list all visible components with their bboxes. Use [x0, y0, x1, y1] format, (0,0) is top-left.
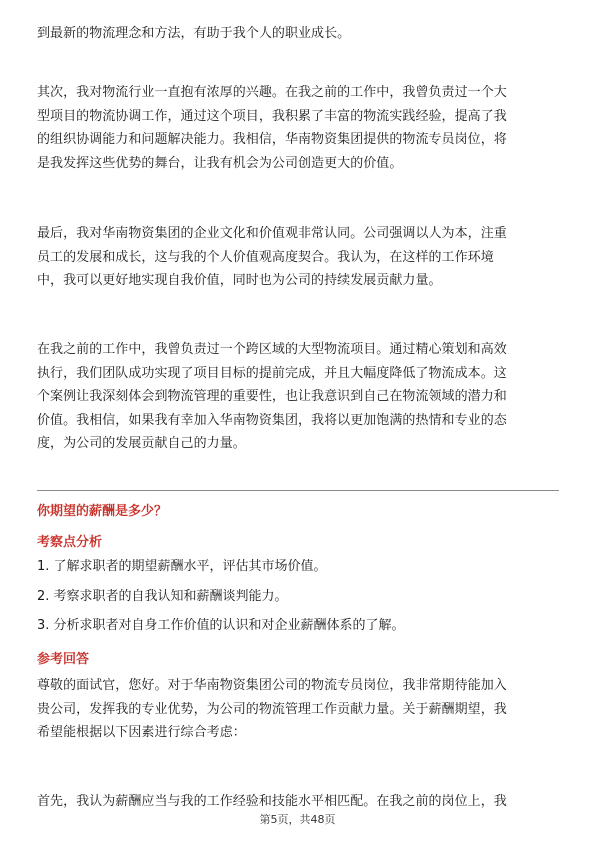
text-line: 尊敬的面试官，您好。对于华南物资集团公司的物流专员岗位，我非常期待能加入: [37, 678, 507, 693]
text-line: 价值。我相信，如果我有幸加入华南物资集团，我将以更加饱满的热情和专业的态: [37, 412, 507, 428]
paragraph-case: [37, 338, 559, 456]
answer-first-point: [37, 790, 559, 814]
text-line: 个案例让我深刻体会到物流管理的重要性，也让我意识到自己在物流领域的潜力和: [37, 389, 507, 404]
analysis-item: 1. 了解求职者的期望薪酬水平，评估其市场价值。: [37, 559, 327, 574]
text-line: 希望能根据以下因素进行综合考虑：: [37, 725, 246, 740]
paragraph-interest: [37, 81, 559, 175]
text-line: 到最新的物流理念和方法，有助于我个人的职业成长。: [37, 26, 351, 41]
answer-intro: [37, 674, 559, 745]
question-title: 你期望的薪酬是多少？: [37, 504, 168, 519]
analysis-item: 2. 考察求职者的自我认知和薪酬谈判能力。: [37, 589, 288, 604]
section-divider: [37, 490, 559, 491]
paragraph-intro-tail: [37, 22, 559, 46]
text-line: 中，我可以更好地实现自我价值，同时也为公司的持续发展贡献力量。: [37, 273, 442, 288]
answer-heading: 参考回答: [37, 652, 90, 667]
paragraph-culture: [37, 222, 559, 293]
text-line: 是我发挥这些优势的舞台，让我有机会为公司创造更大的价值。: [37, 155, 403, 171]
text-line: 的组织协调能力和问题解决能力。我相信，华南物资集团提供的物流专员岗位，将: [37, 132, 507, 147]
text-line: 在我之前的工作中，我曾负责过一个跨区域的大型物流项目。通过精心策划和高效: [37, 342, 507, 357]
text-line: 贵公司，发挥我的专业优势，为公司的物流管理工作贡献力量。关于薪酬期望，我: [37, 701, 507, 717]
text-line: 执行，我们团队成功实现了项目目标的提前完成，并且大幅度降低了物流成本。这: [37, 365, 507, 381]
text-line: 员工的发展和成长，这与我的个人价值观高度契合。我认为，在这样的工作环境: [37, 249, 494, 265]
text-line: 首先，我认为薪酬应当与我的工作经验和技能水平相匹配。在我之前的岗位上，我: [37, 794, 507, 809]
text-line: 其次，我对物流行业一直抱有浓厚的兴趣。在我之前的工作中，我曾负责过一个大: [37, 85, 507, 100]
analysis-item: 3. 分析求职者对自身工作价值的认识和对企业薪酬体系的了解。: [37, 618, 405, 633]
analysis-heading: 考察点分析: [37, 535, 103, 550]
text-line: 度，为公司的发展贡献自己的力量。: [37, 436, 246, 451]
page-number: 第5页，共48页: [259, 813, 336, 826]
text-line: 型项目的物流协调工作，通过这个项目，我积累了丰富的物流实践经验，提高了我: [37, 108, 507, 124]
text-line: 最后，我对华南物资集团的企业文化和价值观非常认同。公司强调以人为本，注重: [37, 226, 507, 241]
